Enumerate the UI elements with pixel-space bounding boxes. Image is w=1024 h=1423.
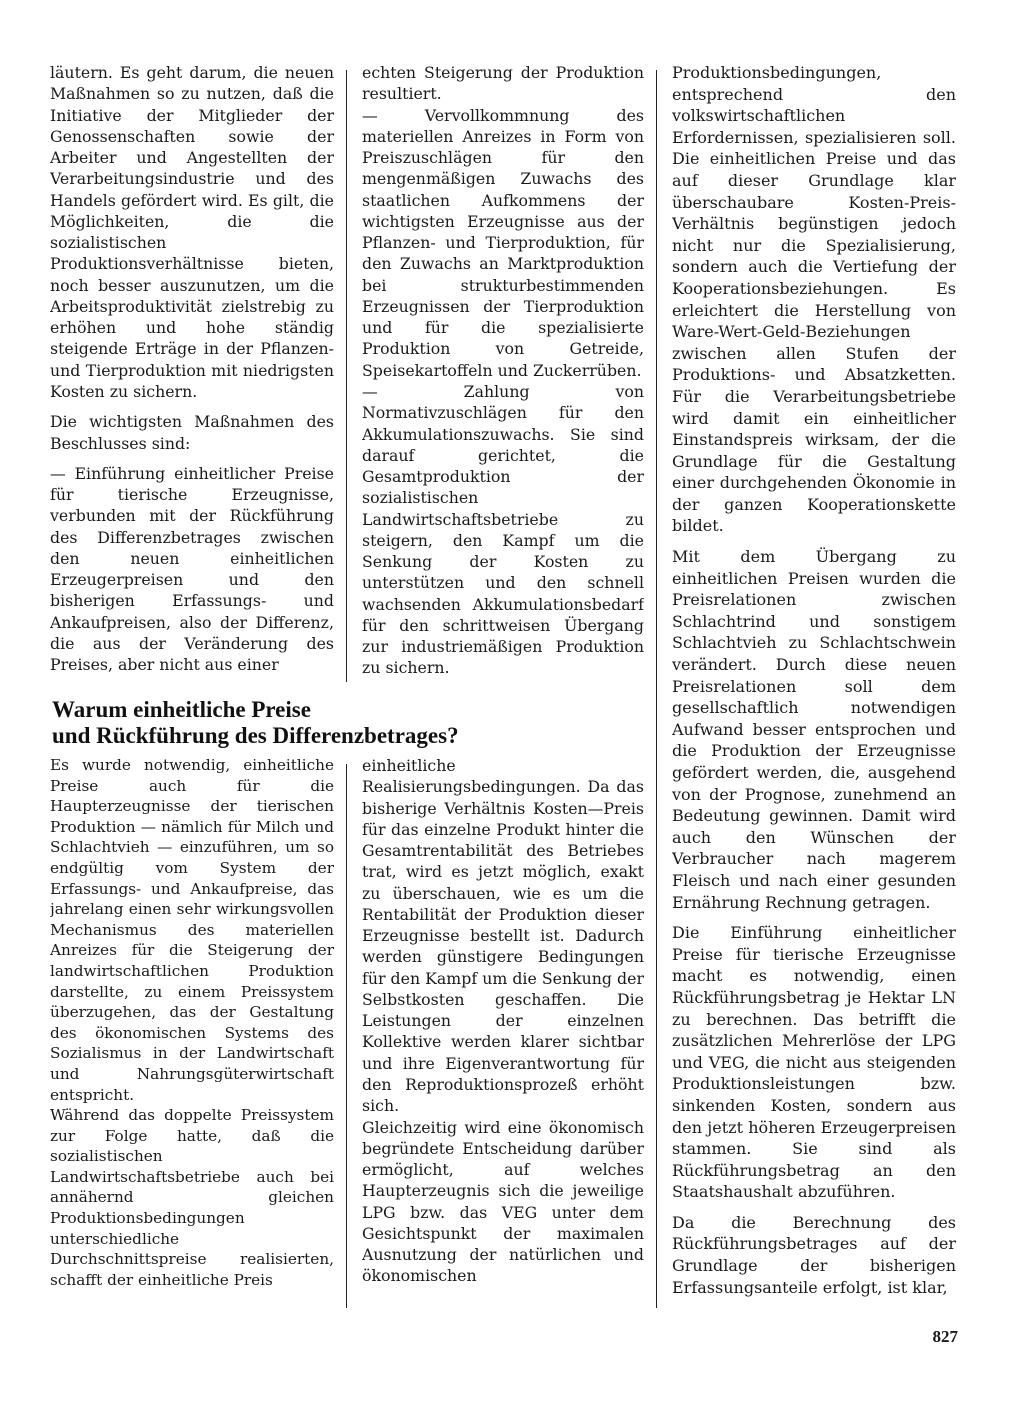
paragraph: Gleichzeitig wird eine ökonomisch begründete Entscheidung darüber ermöglicht, auf welches Haupterzeugnis sich die jeweilige LPG bzw. das VEG unter dem Gesichtspunkt der maximalen Ausnutzung der natürlichen und ökonomischen: [362, 1117, 644, 1286]
column-middle-top: [362, 62, 644, 682]
section-heading-line-1: Warum einheitliche Preise: [52, 697, 311, 722]
paragraph: — Zahlung von Normativzuschlägen für den Akkumulationszuwachs. Sie sind darauf gerichtet, die Gesamtproduktion der sozialistischen Landwirtschaftsbetriebe zu steigern, den Kampf um die Senkung der Kosten zu unterstützen und den schnell wachsenden Akkumulationsbedarf für den schrittweisen Übergang zur industriemäßigen Produktion zu sichern.: [362, 381, 644, 678]
section-heading: [52, 697, 632, 749]
paragraph: echten Steigerung der Produktion resultiert.: [362, 63, 644, 104]
page-number: 827: [932, 1327, 958, 1346]
section-heading-line-2: und Rückführung des Differenzbetrages?: [52, 723, 459, 748]
column-rule: [346, 70, 347, 682]
paragraph: — Vervollkommnung des materiellen Anreizes in Form von Preiszuschlägen für den mengenmäßigen Zuwachs des staatlichen Aufkommens der wichtigsten Erzeugnisse aus der Pflanzen- und Tierproduktion, für den Zuwachs an Marktproduktion bei strukturbestimmenden Erzeugnissen der Tierproduktion und für die spezialisierte Produktion von Getreide, Speisekartoffeln und Zuckerrüben.: [362, 105, 644, 380]
paragraph: Produktionsbedingungen, entsprechend den volkswirtschaftlichen Erfordernissen, spezialisieren soll. Die einheitlichen Preise und das auf dieser Grundlage klar überschaubare Kosten-Preis-Verhältnis begünstigen jedoch nicht nur die Spezialisierung, sondern auch die Vertiefung der Kooperationsbeziehungen. Es erleichtert die Herstellung von Ware-Wert-Geld-Beziehungen zwischen allen Stufen der Produktions- und Absatzketten. Für die Verarbeitungsbetriebe wird damit ein einheitlicher Einstandspreis wirksam, der die Grundlage für die Gestaltung einer durchgehenden Ökonomie in der ganzen Kooperationskette bildet.: [672, 63, 956, 536]
paragraph: einheitliche Realisierungsbedingungen. Da das bisherige Verhältnis Kosten—Preis für das einzelne Produkt hinter die Gesamtrentabilität des Betriebes trat, wird es jetzt möglich, exakt zu überschauen, wie es um die Rentabilität der Produktion dieser Erzeugnisse bestellt ist. Dadurch werden günstigere Bedingungen für den Kampf um die Senkung der Selbstkosten geschaffen. Die Leistungen der einzelnen Kollektive werden klarer sichtbar und ihre Eigenverantwortung für den Reproduktionsprozeß erhöht sich.: [362, 756, 644, 1116]
paragraph: Die Einführung einheitlicher Preise für tierische Erzeugnisse macht es notwendig, einen Rückführungsbetrag je Hektar LN zu berechnen. Das betrifft die zusätzlichen Mehrerlöse der LPG und VEG, die nicht aus steigenden Produktionsleistungen bzw. sinkenden Kosten, sondern aus den jetzt höheren Erzeugerpreisen stammen. Sie sind als Rückführungsbetrag an den Staatshaushalt abzuführen.: [672, 923, 956, 1202]
column-rule: [346, 764, 347, 1308]
column-right: [672, 62, 956, 1312]
paragraph: Mit dem Übergang zu einheitlichen Preisen wurden die Preisrelationen zwischen Schlachtrind und sonstigem Schlachtvieh zu Schlachtschwein verändert. Durch diese neuen Preisrelationen soll dem gesellschaftlich notwendigen Aufwand besser entsprochen und die Produktion der Erzeugnisse gefördert werden, die, ausgehend von der Prognose, zunehmend an Bedeutung gewinnen. Damit wird auch den Wünschen der Verbraucher nach magerem Fleisch und nach einer gesunden Ernährung Rechnung getragen.: [672, 547, 956, 912]
paragraph: — Einführung einheitlicher Preise für tierische Erzeugnisse, verbunden mit der Rückführung des Differenzbetrages zwischen den neuen einheitlichen Erzeugerpreisen und den bisherigen Erfassungs- und Ankaufpreisen, also der Differenz, die aus der Veränderung des Preises, aber nicht aus einer: [50, 463, 334, 675]
column-left-bottom: [50, 755, 334, 1311]
paragraph: läutern. Es geht darum, die neuen Maßnahmen so zu nutzen, daß die Initiative der Mitglieder der Genossenschaften sowie der Arbeiter und Angestellten der Verarbeitungsindustrie und des Handels gefördert wird. Es gilt, die Möglichkeiten, die die sozialistischen Produktionsverhältnisse bieten, noch besser auszunutzen, um die Arbeitsproduktivität zielstrebig zu erhöhen und hohe ständig steigende Erträge in der Pflanzen- und Tierproduktion mit niedrigsten Kosten zu sichern.: [50, 63, 334, 401]
paragraph: Während das doppelte Preissystem zur Folge hatte, daß die sozialistischen Landwirtschaftsbetriebe auch bei annähernd gleichen Produktionsbedingungen unterschiedliche Durchschnittspreise realisierten, schafft der einheitliche Preis: [50, 1106, 334, 1289]
column-left-top: [50, 62, 334, 682]
paragraph: Da die Berechnung des Rückführungsbetrages auf der Grundlage der bisherigen Erfassungsanteile erfolgt, ist klar,: [672, 1212, 956, 1297]
paragraph: Die wichtigsten Maßnahmen des Beschlusses sind:: [50, 412, 334, 453]
column-rule: [656, 70, 657, 1308]
column-middle-bottom: [362, 755, 644, 1311]
paragraph: Es wurde notwendig, einheitliche Preise auch für die Haupterzeugnisse der tierischen Produktion — nämlich für Milch und Schlachtvieh — einzuführen, um so endgültig vom System der Erfassungs- und Ankaufpreise, das jahrelang einen sehr wirkungsvollen Mechanismus des materiellen Anreizes für die Steigerung der landwirtschaftlichen Produktion darstellte, zu einem Preissystem überzugehen, das der Gestaltung des ökonomischen Systems des Sozialismus in der Landwirtschaft und Nahrungsgüterwirtschaft entspricht.: [50, 756, 334, 1104]
